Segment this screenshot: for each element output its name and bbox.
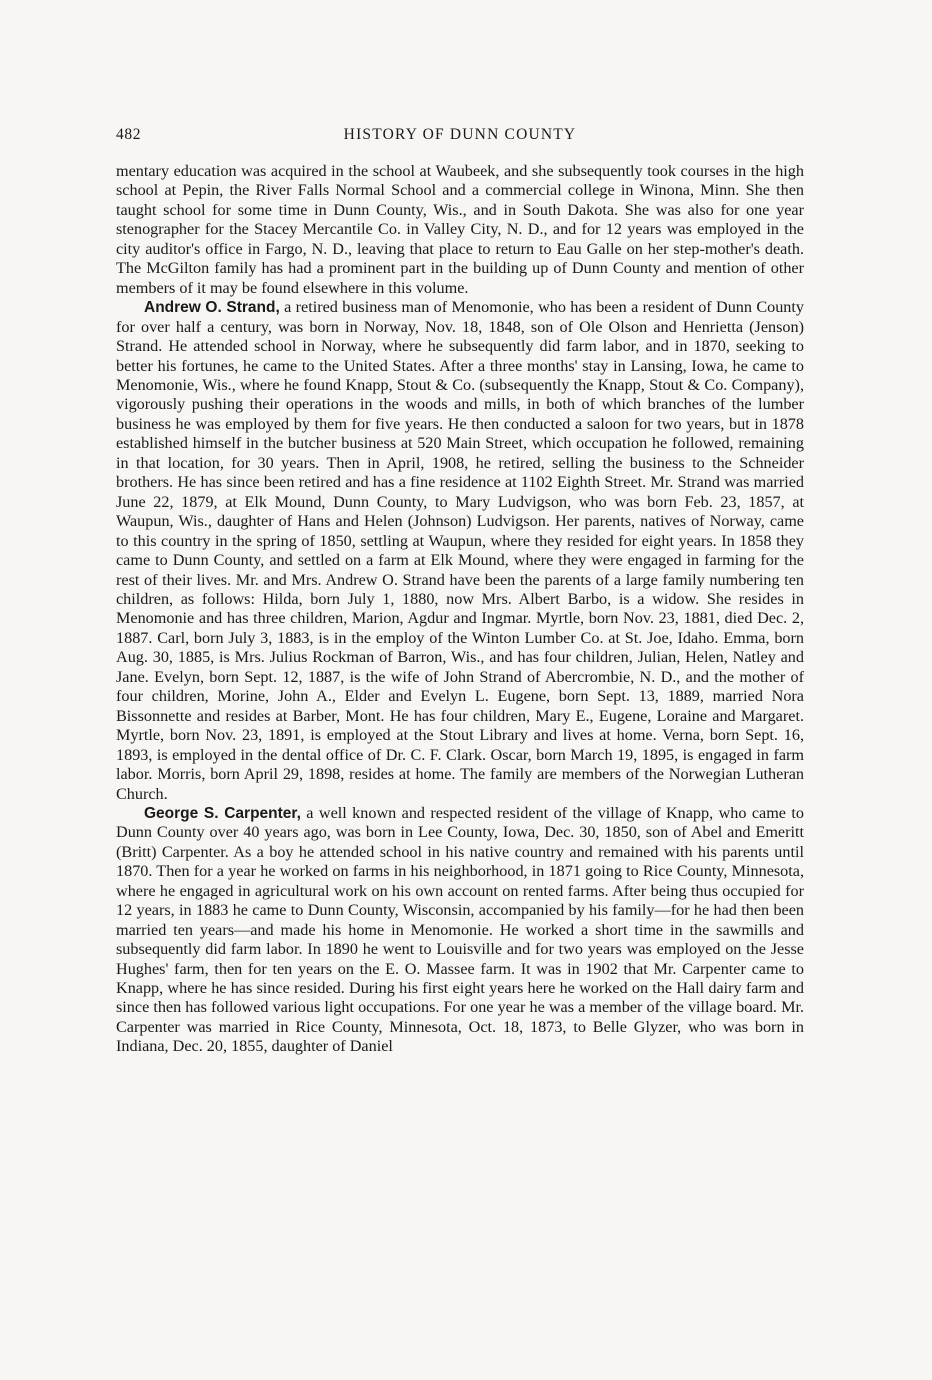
- page-number: 482: [116, 126, 142, 143]
- running-head: [116, 124, 804, 148]
- body-text: [116, 162, 804, 1057]
- paragraph-text: mentary education was acquired in the school at Waubeek, and she subsequently took courses in the high school at Pepin, the River Falls Normal School and a commercial college in Winona, Minn. She then taught school for some time in Dunn County, Wis., and in South Dakota. She was also for one year stenographer for the Stacey Mercantile Co. in Valley City, N. D., and for 12 years was employed in the city auditor's office in Fargo, N. D., leaving that place to return to Eau Galle on her step-mother's death. The McGilton family has had a prominent part in the building up of Dunn County and mention of other members of it may be found elsewhere in this volume.: [116, 162, 804, 297]
- paragraph-text: a retired business man of Menomonie, who has been a resident of Dunn County for over half a century, was born in Norway, Nov. 18, 1848, son of Ole Olson and Henrietta (Jenson) Strand. He attended school in Norway, where he subsequently did farm labor, and in 1870, seeking to better his fortunes, he came to the United States. After a three months' stay in Lansing, Iowa, he came to Menomonie, Wis., where he found Knapp, Stout & Co. (subsequently the Knapp, Stout & Co. Company), vigorously pushing their operations in the woods and mills, in both of which branches of the lumber business he was employed by them for five years. He then conducted a saloon for two years, but in 1878 established himself in the butcher business at 520 Main Street, which occupation he followed, remaining in that location, for 30 years. Then in April, 1908, he retired, selling the business to the Schneider brothers. He has since been retired and has a fine residence at 1102 Eighth Street. Mr. Strand was married June 22, 1879, at Elk Mound, Dunn County, to Mary Ludvigson, who was born Feb. 23, 1857, at Waupun, Wis., daughter of Hans and Helen (Johnson) Ludvigson. Her parents, natives of Norway, came to this country in the spring of 1850, settling at Waupun, where they resided for eight years. In 1858 they came to Dunn County, and settled on a farm at Elk Mound, where they were engaged in farming for the rest of their lives. Mr. and Mrs. Andrew O. Strand have been the parents of a large family numbering ten children, as follows: Hilda, born July 1, 1880, now Mrs. Albert Barbo, is a widow. She resides in Menomonie and has three children, Marion, Agdur and Ingmar. Myrtle, born Nov. 23, 1881, died Dec. 2, 1887. Carl, born July 3, 1883, is in the employ of the Winton Lumber Co. at St. Joe, Idaho. Emma, born Aug. 30, 1885, is Mrs. Julius Rockman of Barron, Wis., and has four children, Julian, Helen, Natley and Jane. Evelyn, born Sept. 12, 1887, is the wife of John Strand of Abercrombie, N. D., and the mother of four children, Morine, John A., Elder and Evelyn L. Eugene, born Sept. 13, 1889, married Nora Bissonnette and resides at Barber, Mont. He has four children, Mary E., Eugene, Loraine and Margaret. Myrtle, born Nov. 23, 1891, is employed at the Stout Library and lives at home. Verna, born Sept. 16, 1893, is employed in the dental office of Dr. C. F. Clark. Oscar, born March 19, 1895, is engaged in farm labor. Morris, born April 29, 1898, resides at home. The family are members of the Norwegian Lutheran Church.: [116, 298, 804, 803]
- paragraph-text: a well known and respected resident of the village of Knapp, who came to Dunn County over 40 years ago, was born in Lee County, Iowa, Dec. 30, 1850, son of Abel and Emeritt (Britt) Carpenter. As a boy he attended school in his native country and remained with his parents until 1870. Then for a year he worked on farms in his neighborhood, in 1871 going to Rice County, Minnesota, where he engaged in agricultural work on his own account on rented farms. After being thus occupied for 12 years, in 1883 he came to Dunn County, Wisconsin, accompanied by his family—for he had then been married ten years—and made his home in Menomonie. He worked a short time in the sawmills and subsequently did farm labor. In 1890 he went to Louisville and for two years was employed on the Jesse Hughes' farm, then for ten years on the E. O. Massee farm. It was in 1902 that Mr. Carpenter came to Knapp, where he has since resided. During his first eight years here he worked on the Hall dairy farm and since then has followed various light occupations. For one year he was a member of the village board. Mr. Carpenter was married in Rice County, Minnesota, Oct. 18, 1873, to Belle Glyzer, who was born in Indiana, Dec. 20, 1855, daughter of Daniel: [116, 803, 804, 1056]
- paragraph-george-carpenter: [116, 804, 804, 1057]
- biography-name: George S. Carpenter,: [144, 804, 301, 822]
- running-title: HISTORY OF DUNN COUNTY: [343, 126, 577, 143]
- paragraph-continuation: [116, 162, 804, 298]
- book-page: [116, 124, 804, 1244]
- paragraph-andrew-strand: [116, 298, 804, 804]
- biography-name: Andrew O. Strand,: [144, 299, 280, 317]
